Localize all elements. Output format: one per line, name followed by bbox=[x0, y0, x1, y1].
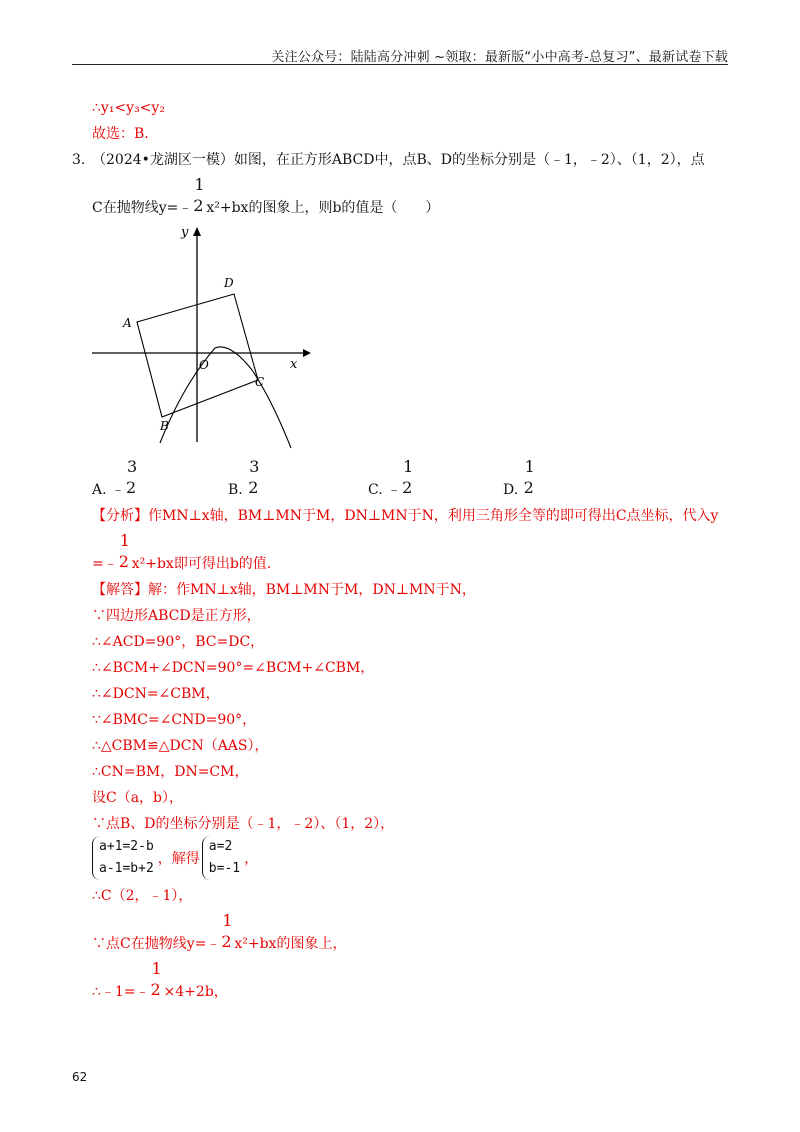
solution-line10: ∵点B、D的坐标分别是（﹣1，﹣2）、（1，2）， bbox=[92, 816, 395, 832]
option-b: B. 3 2 bbox=[228, 457, 260, 498]
solution-line6: ∵∠BMC=∠CND=90°， bbox=[92, 712, 257, 728]
system-1: a+1=2-b a-1=b+2 bbox=[92, 836, 154, 880]
question-stem-line1: （2024•龙湖区一模）如图，在正方形ABCD中，点B、D的坐标分别是（﹣1，﹣2）、（1，2），点 bbox=[92, 152, 705, 168]
question-stem-line2: C在抛物线y=﹣ 1 2 x²+bx的图象上，则b的值是（ ） bbox=[92, 175, 440, 216]
solution-line3: ∴∠ACD=90°，BC=DC， bbox=[92, 634, 265, 650]
solution-line5: ∴∠DCN=∠CBM， bbox=[92, 686, 220, 702]
label-c: C bbox=[255, 375, 265, 389]
square-parabola-figure bbox=[84, 220, 324, 450]
label-origin: O bbox=[199, 358, 209, 372]
solution-line9: 设C（a，b）， bbox=[92, 790, 184, 806]
solution-line8: ∴CN=BM，DN=CM， bbox=[92, 764, 249, 780]
solution-line7: ∴△CBM≌△DCN（AAS）， bbox=[92, 738, 269, 754]
solution-line2: ∵四边形ABCD是正方形， bbox=[92, 608, 261, 624]
solution-line14: ∴﹣1=﹣ 1 2 ×4+2b， bbox=[92, 959, 228, 1000]
label-b: B bbox=[160, 419, 169, 433]
x-axis-arrow bbox=[303, 349, 311, 357]
label-a: A bbox=[123, 316, 132, 330]
prev-conclusion: ∴y₁<y₃<y₂ bbox=[92, 100, 165, 116]
label-d: D bbox=[224, 276, 234, 290]
label-y: y bbox=[181, 225, 189, 240]
parabola bbox=[160, 347, 291, 448]
analysis-line2: =﹣ 1 2 x²+bx即可得出b的值. bbox=[92, 531, 272, 572]
analysis-line1: 【分析】作MN⊥x轴，BM⊥MN于M，DN⊥MN于N，利用三角形全等的即可得出C点坐标，代入y bbox=[92, 508, 719, 524]
page-number: 62 bbox=[72, 1070, 88, 1084]
y-axis-arrow bbox=[193, 227, 201, 236]
fraction-half: 1 2 bbox=[193, 175, 205, 215]
option-a: A. ﹣ 3 2 bbox=[92, 457, 138, 498]
label-x: x bbox=[290, 357, 298, 372]
system-2: a=2 b=-1 bbox=[202, 836, 240, 880]
solution-line1: 【解答】解：作MN⊥x轴，BM⊥MN于M，DN⊥MN于N， bbox=[92, 582, 476, 598]
header-text: 关注公众号：陆陆高分冲刺 ~领取：最新版“小中高考-总复习”、最新试卷下载 bbox=[271, 50, 728, 65]
solution-line13: ∵点C在抛物线y=﹣ 1 2 x²+bx的图象上， bbox=[92, 911, 347, 952]
page-header bbox=[72, 0, 728, 65]
option-d: D. 1 2 bbox=[503, 457, 535, 498]
prev-answer: 故选：B. bbox=[92, 126, 149, 142]
equation-systems: a+1=2-b a-1=b+2，解得a=2 b=-1， bbox=[92, 836, 258, 880]
solution-line12: ∴C（2，﹣1）， bbox=[92, 888, 193, 904]
solution-line4: ∴∠BCM+∠DCN=90°=∠BCM+∠CBM， bbox=[92, 660, 375, 676]
question-number: 3. bbox=[72, 152, 86, 168]
option-c: C. ﹣ 1 2 bbox=[368, 457, 414, 498]
